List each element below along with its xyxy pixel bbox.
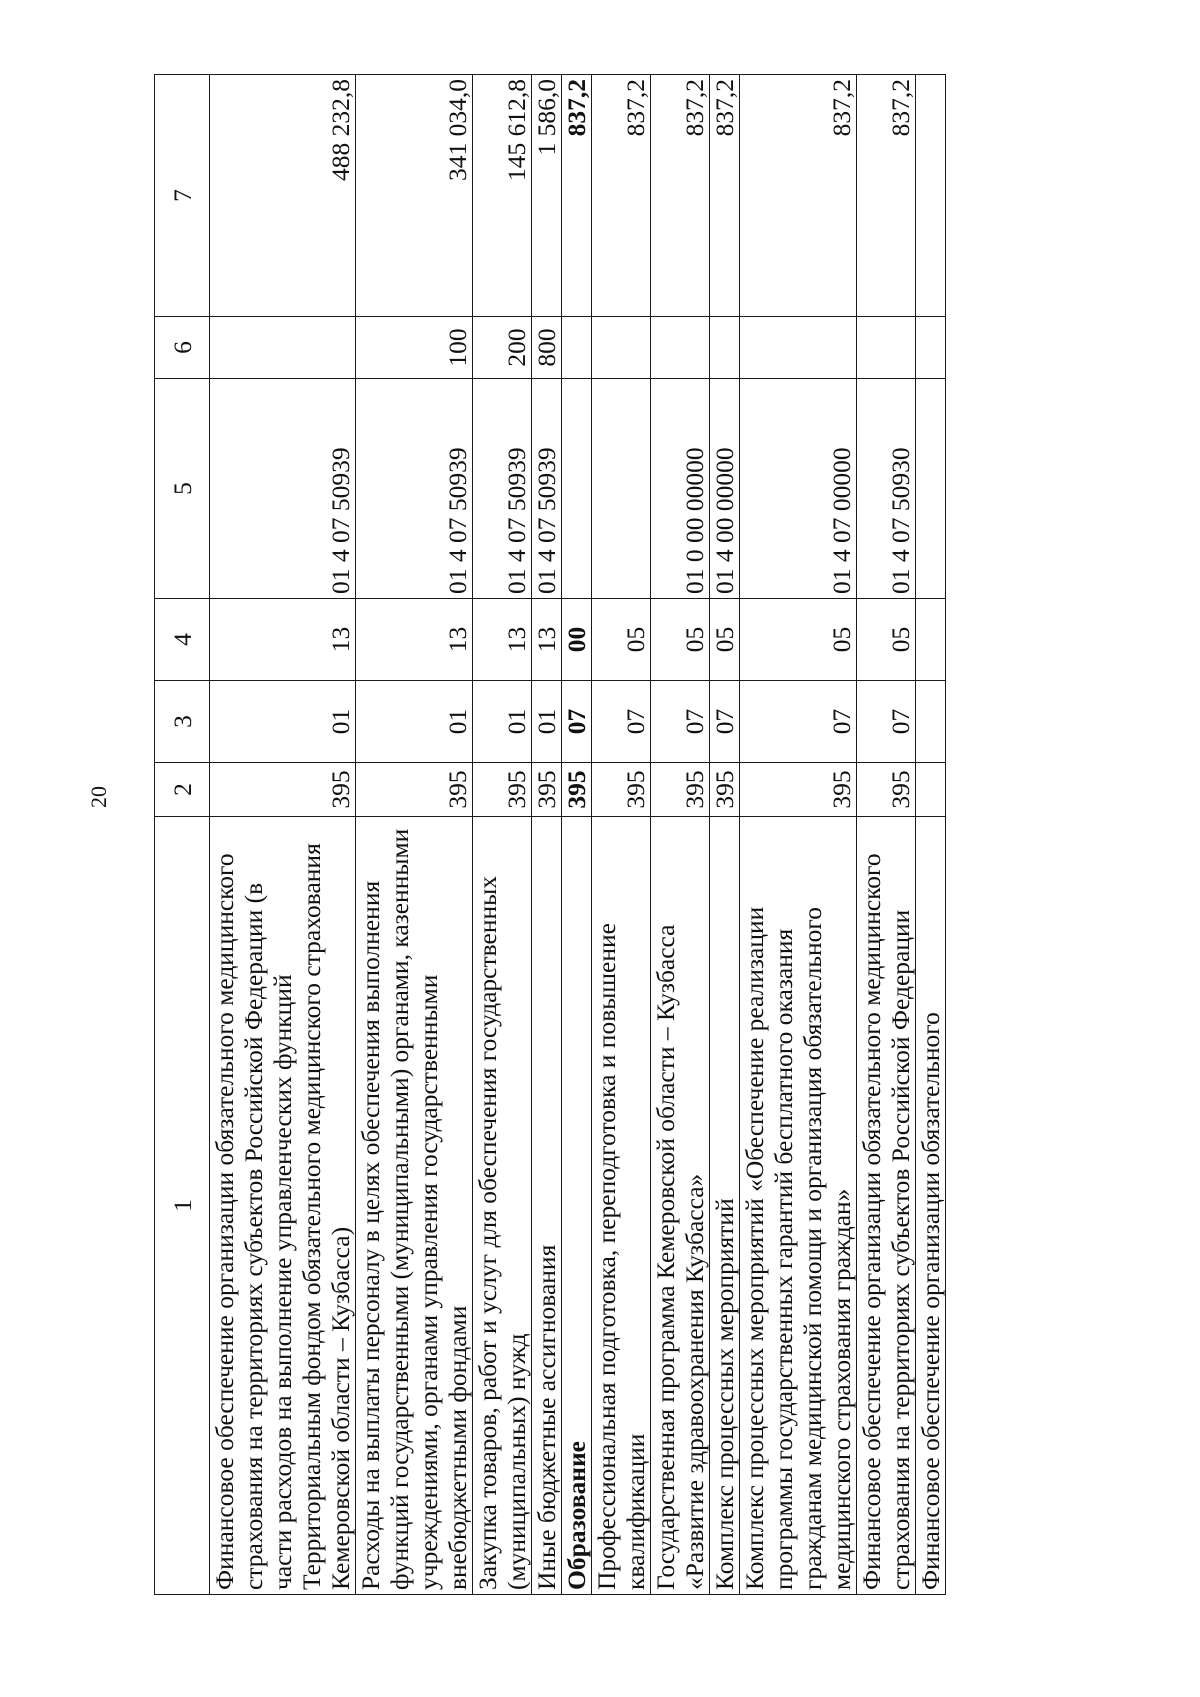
- row-col-3: 07: [857, 681, 916, 763]
- table-row: [592, 75, 651, 1595]
- header-col-1: 1: [155, 817, 210, 1595]
- row-name: Образование: [562, 817, 592, 1595]
- table-body: [210, 75, 946, 1595]
- row-col-7: 837,2: [710, 75, 740, 317]
- table-row: [740, 75, 857, 1595]
- row-col-2: 395: [210, 763, 356, 817]
- row-col-4: 13: [532, 599, 562, 681]
- row-col-7: 837,2: [592, 75, 651, 317]
- page-number: 20: [86, 786, 111, 808]
- row-col-5: 01 4 07 00000: [740, 379, 857, 599]
- row-col-7: 341 034,0: [356, 75, 473, 317]
- row-name: Закупка товаров, работ и услуг для обеспечения государственных (муниципальных) нужд: [473, 817, 532, 1595]
- row-name: Иные бюджетные ассигнования: [532, 817, 562, 1595]
- row-col-6: 200: [473, 317, 532, 379]
- row-col-2: 395: [532, 763, 562, 817]
- row-col-5: 01 4 07 50939: [532, 379, 562, 599]
- row-col-2: 395: [857, 763, 916, 817]
- row-col-6: [740, 317, 857, 379]
- row-col-4: 13: [473, 599, 532, 681]
- row-name: Комплекс процессных мероприятий «Обеспечение реализации программы государственных гарантий бесплатного оказания гражданам медицинской помощи и организация обязательного медицинского страхования граждан»: [740, 817, 857, 1595]
- row-col-5: [592, 379, 651, 599]
- row-col-4: 05: [857, 599, 916, 681]
- table-header: [155, 75, 210, 1595]
- row-col-6: [651, 317, 710, 379]
- row-name: Финансовое обеспечение организации обязательного медицинского страхования на территориях субъектов Российской Федерации: [857, 817, 916, 1595]
- row-col-3: [916, 681, 946, 763]
- row-col-5: 01 4 07 50930: [857, 379, 916, 599]
- row-col-3: 07: [592, 681, 651, 763]
- row-col-6: [916, 317, 946, 379]
- row-col-7: 488 232,8: [210, 75, 356, 317]
- row-name: Профессиональная подготовка, переподготовка и повышение квалификации: [592, 817, 651, 1595]
- row-col-7: 145 612,8: [473, 75, 532, 317]
- row-col-5: 01 4 07 50939: [473, 379, 532, 599]
- row-name: Финансовое обеспечение организации обязательного медицинского страхования на территориях субъектов Российской Федерации (в части расходов на выполнение управленческих функций Территориальным фондом обязательного медицинского страхования Кемеровской области – Кузбасса): [210, 817, 356, 1595]
- header-col-2: 2: [155, 763, 210, 817]
- rotated-page-content: [154, 75, 1068, 1595]
- row-col-2: 395: [651, 763, 710, 817]
- header-col-3: 3: [155, 681, 210, 763]
- row-col-6: 800: [532, 317, 562, 379]
- header-col-5: 5: [155, 379, 210, 599]
- row-col-6: [210, 317, 356, 379]
- row-col-5: 01 4 00 00000: [710, 379, 740, 599]
- row-col-2: 395: [592, 763, 651, 817]
- row-col-6: [592, 317, 651, 379]
- row-name: Финансовое обеспечение организации обязательного: [916, 817, 946, 1595]
- table-row: [651, 75, 710, 1595]
- row-name: Расходы на выплаты персоналу в целях обеспечения выполнения функций государственными (муниципальными) органами, казенными учреждениями, органами управления государственными внебюджетными фондами: [356, 817, 473, 1595]
- row-col-5: [562, 379, 592, 599]
- table-row: [210, 75, 356, 1595]
- row-col-6: [857, 317, 916, 379]
- row-col-3: 07: [710, 681, 740, 763]
- row-col-3: 07: [562, 681, 592, 763]
- row-col-5: 01 4 07 50939: [210, 379, 356, 599]
- row-col-6: [710, 317, 740, 379]
- table-row: [857, 75, 916, 1595]
- row-col-4: 05: [740, 599, 857, 681]
- row-col-6: [562, 317, 592, 379]
- row-col-4: 13: [210, 599, 356, 681]
- row-col-4: 13: [356, 599, 473, 681]
- table-row: [532, 75, 562, 1595]
- row-col-3: 01: [532, 681, 562, 763]
- header-row: [155, 75, 210, 1595]
- budget-table: [154, 74, 946, 1595]
- row-col-2: 395: [356, 763, 473, 817]
- row-col-7: 837,2: [740, 75, 857, 317]
- row-col-7: 1 586,0: [532, 75, 562, 317]
- row-col-2: [916, 763, 946, 817]
- row-col-3: 01: [210, 681, 356, 763]
- row-col-2: 395: [710, 763, 740, 817]
- row-col-6: 100: [356, 317, 473, 379]
- header-col-6: 6: [155, 317, 210, 379]
- row-col-2: 395: [473, 763, 532, 817]
- table-row: [473, 75, 532, 1595]
- table-row: [562, 75, 592, 1595]
- table-row: [710, 75, 740, 1595]
- row-col-5: [916, 379, 946, 599]
- row-name: Государственная программа Кемеровской области – Кузбасса «Развитие здравоохранения Кузбасса»: [651, 817, 710, 1595]
- header-col-7: 7: [155, 75, 210, 317]
- row-col-3: 07: [651, 681, 710, 763]
- row-col-4: 05: [592, 599, 651, 681]
- row-col-7: 837,2: [562, 75, 592, 317]
- row-col-2: 395: [562, 763, 592, 817]
- row-col-5: 01 4 07 50939: [356, 379, 473, 599]
- header-col-4: 4: [155, 599, 210, 681]
- row-col-4: 05: [710, 599, 740, 681]
- row-col-3: 01: [473, 681, 532, 763]
- row-col-3: 01: [356, 681, 473, 763]
- row-col-7: 837,2: [651, 75, 710, 317]
- row-name: Комплекс процессных мероприятий: [710, 817, 740, 1595]
- row-col-4: 00: [562, 599, 592, 681]
- table-row: [356, 75, 473, 1595]
- row-col-3: 07: [740, 681, 857, 763]
- row-col-2: 395: [740, 763, 857, 817]
- table-row: [916, 75, 946, 1595]
- row-col-7: [916, 75, 946, 317]
- row-col-7: 837,2: [857, 75, 916, 317]
- row-col-5: 01 0 00 00000: [651, 379, 710, 599]
- row-col-4: 05: [651, 599, 710, 681]
- row-col-4: [916, 599, 946, 681]
